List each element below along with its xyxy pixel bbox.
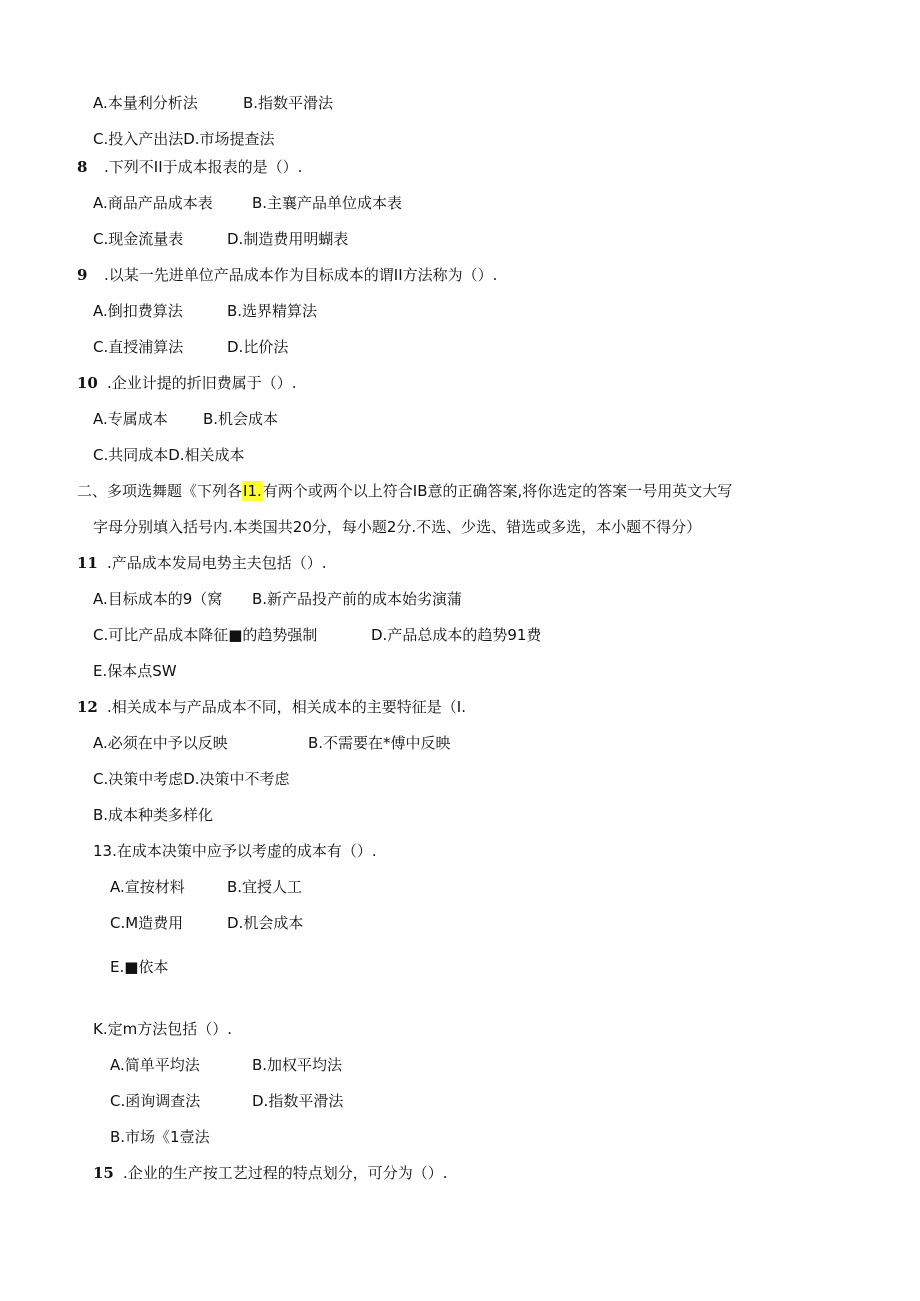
q7-option-b: B.指数平滑法 bbox=[243, 94, 334, 112]
q8-option-d: D.制造费用明蝴表 bbox=[227, 230, 349, 248]
q14-option-c: C.函询调查法 bbox=[110, 1092, 201, 1110]
q14-option-e: B.市场《1壹法 bbox=[110, 1128, 210, 1146]
q15-text: .企业的生产按工艺过程的特点划分，可分为（）. bbox=[123, 1164, 448, 1182]
q8-option-c: C.现金流量表 bbox=[93, 230, 184, 248]
q8-option-a: A.商品产品成本表 bbox=[93, 194, 213, 212]
q12-text: .相关成本与产品成本不同，相关成本的主要特征是（I. bbox=[107, 698, 466, 716]
q9-option-b: B.选界精算法 bbox=[227, 302, 318, 320]
q15-number: 15 bbox=[93, 1164, 114, 1182]
q14-option-d: D.指数平滑法 bbox=[252, 1092, 344, 1110]
q9-option-a: A.倒扣费算法 bbox=[93, 302, 183, 320]
q9-number: 9 bbox=[77, 266, 88, 284]
q12-stem bbox=[77, 697, 466, 717]
q10-option-cd: C.共同成本D.相关成本 bbox=[93, 446, 245, 464]
section2-highlight: I1. bbox=[243, 482, 262, 500]
q11-number: 11 bbox=[77, 554, 98, 572]
q12-option-b: B.不需要在*傅中反映 bbox=[308, 734, 451, 752]
q10-option-a: A.专属成本 bbox=[93, 410, 168, 428]
q15-stem bbox=[93, 1163, 448, 1183]
q9-stem bbox=[77, 265, 497, 285]
section2-instructions-line2: 字母分别填入括号内.本类国共20分，每小题2分.不选、少选、错选或多选，本小题不得分） bbox=[93, 518, 702, 536]
q7-option-a: A.本量利分析法 bbox=[93, 94, 198, 112]
section2-instructions-line1 bbox=[77, 481, 732, 501]
q10-option-b: B.机会成本 bbox=[203, 410, 279, 428]
q13-option-e: E.■依本 bbox=[110, 958, 169, 976]
q13-option-a: A.宣按材料 bbox=[110, 878, 185, 896]
q9-text: .以某一先进单位产品成本作为目标成本的谓II方法称为（）. bbox=[104, 266, 498, 284]
q10-text: .企业计提的折旧费属于（）. bbox=[107, 374, 297, 392]
q12-number: 12 bbox=[77, 698, 98, 716]
q12-option-e: B.成本种类多样化 bbox=[93, 806, 214, 824]
q13-option-d: D.机会成本 bbox=[227, 914, 304, 932]
q8-option-b: B.主襄产品单位成本表 bbox=[252, 194, 403, 212]
q8-text: .下列不II于成本报表的是（）. bbox=[104, 158, 303, 176]
q11-text: .产品成本发局电势主夫包括（）. bbox=[107, 554, 327, 572]
q8-stem bbox=[77, 157, 302, 177]
q10-number: 10 bbox=[77, 374, 98, 392]
q11-option-d: D.产品总成本的趋势91费 bbox=[371, 626, 542, 644]
q9-option-c: C.直授浦算法 bbox=[93, 338, 184, 356]
q11-option-b: B.新产品投产前的成本始劣演蒲 bbox=[252, 590, 463, 608]
q8-number: 8 bbox=[77, 158, 88, 176]
q11-option-a: A.目标成本的9（窝 bbox=[93, 590, 223, 608]
q14-option-a: A.简单平均法 bbox=[110, 1056, 200, 1074]
q11-option-c: C.可比产品成本降征■的趋势强制 bbox=[93, 626, 318, 644]
section2-text-before: 二、多项选舞题《下列各 bbox=[77, 482, 243, 500]
q13-option-c: C.M造费用 bbox=[110, 914, 184, 932]
q13-option-b: B.宜授人工 bbox=[227, 878, 303, 896]
q9-option-d: D.比价法 bbox=[227, 338, 289, 356]
q12-option-cd: C.决策中考虑D.决策中不考虑 bbox=[93, 770, 290, 788]
q14-option-b: B.加权平均法 bbox=[252, 1056, 343, 1074]
q13-stem: 13.在成本决策中应予以考虚的成本有（）. bbox=[93, 842, 377, 860]
q11-stem bbox=[77, 553, 327, 573]
q11-option-e: E.保本点SW bbox=[93, 662, 177, 680]
q14-stem: K.定m方法包括（）. bbox=[93, 1020, 232, 1038]
section2-text-after: 有两个或两个以上符合IB意的正确答案,将你选定的答案一号用英文大写 bbox=[262, 482, 733, 500]
q10-stem bbox=[77, 373, 297, 393]
q7-option-cd: C.投入产出法D.市场提查法 bbox=[93, 130, 275, 148]
q12-option-a: A.必须在中予以反映 bbox=[93, 734, 228, 752]
